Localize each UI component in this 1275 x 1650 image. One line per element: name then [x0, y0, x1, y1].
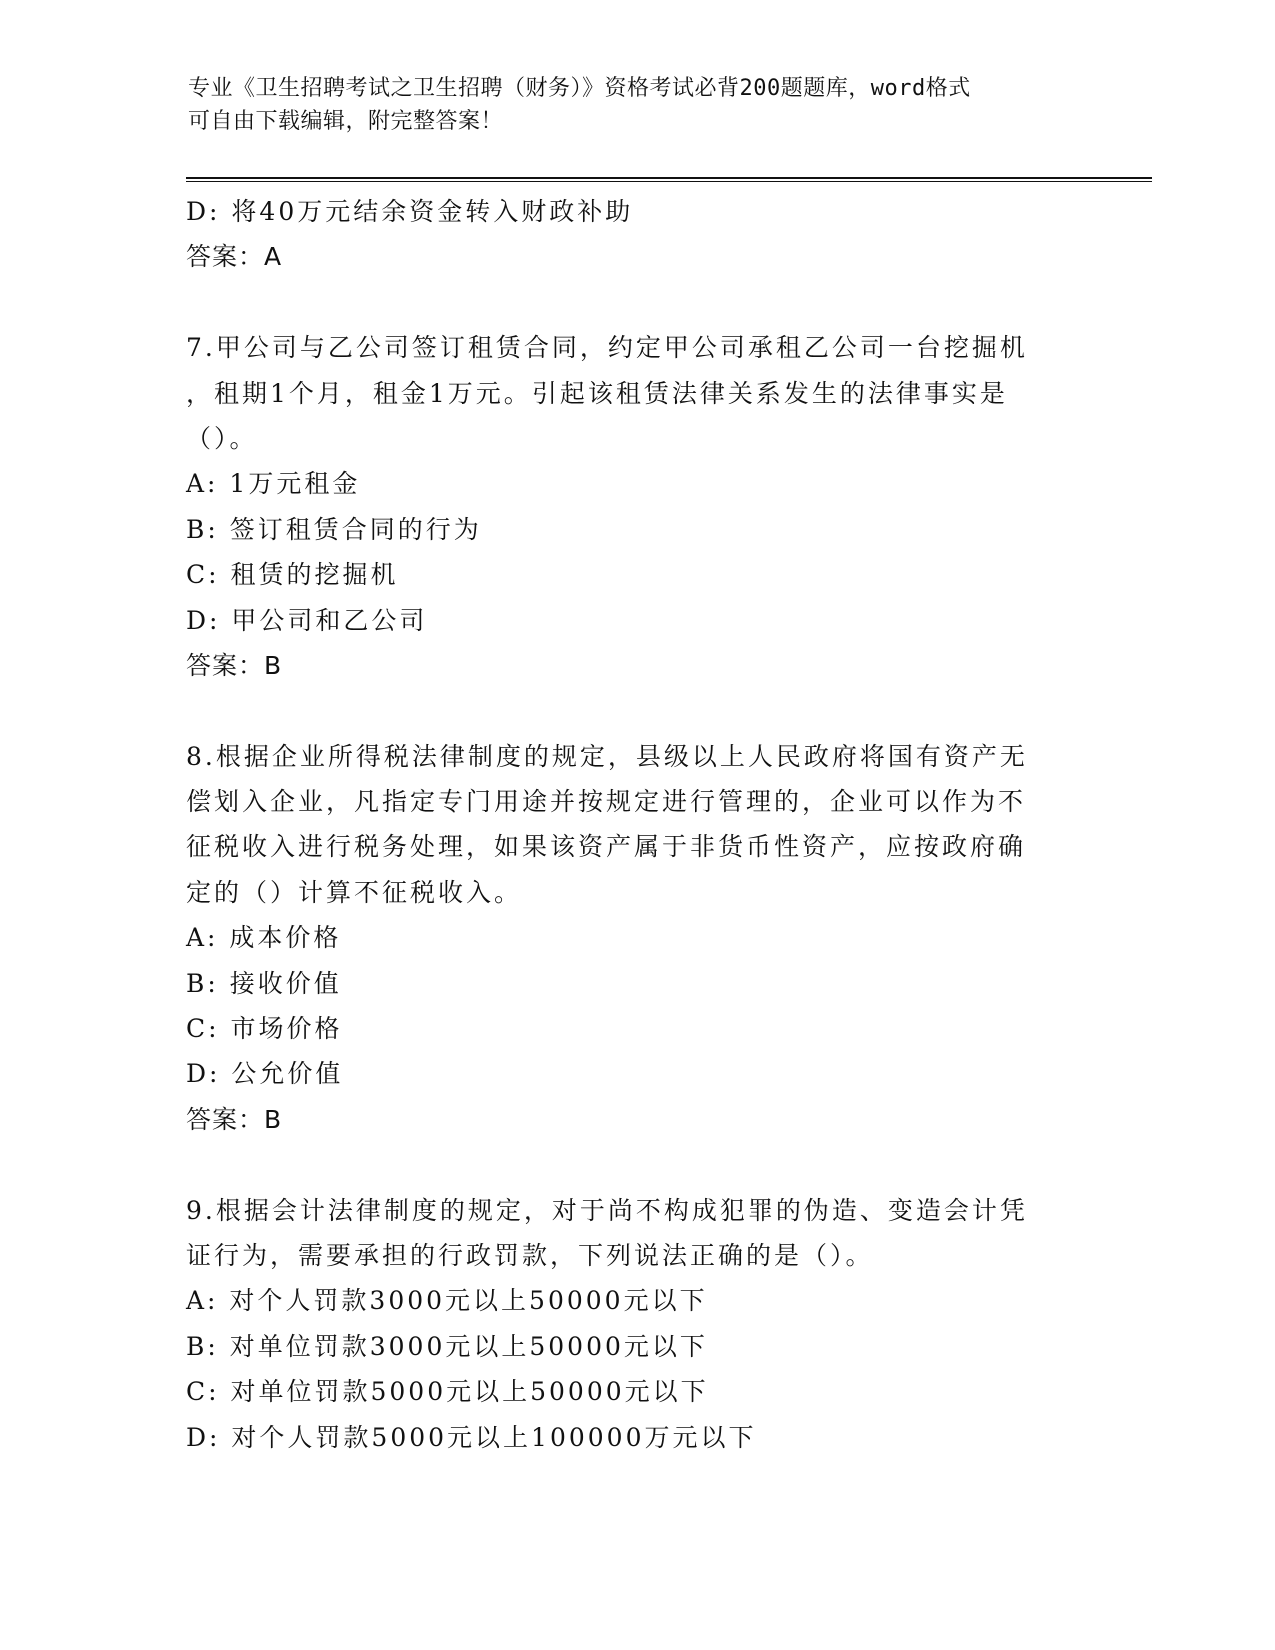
question-stem: 征税收入进行税务处理，如果该资产属于非货币性资产，应按政府确 — [186, 832, 1027, 862]
question-6 — [186, 189, 1066, 280]
option-b: B: 接收价值 — [186, 968, 342, 998]
option-a: A: 1万元租金 — [186, 469, 361, 499]
option-d: D: 甲公司和乙公司 — [186, 605, 428, 635]
question-stem: 9.根据会计法律制度的规定，对于尚不构成犯罪的伪造、变造会计凭 — [186, 1195, 1028, 1225]
question-stem: 定的（）计算不征税收入。 — [186, 877, 523, 907]
question-stem: 证行为，需要承担的行政罚款，下列说法正确的是（）。 — [186, 1240, 874, 1270]
question-7 — [186, 325, 1066, 688]
answer: 答案：B — [186, 650, 283, 680]
option-a: A: 成本价格 — [186, 923, 342, 953]
option-c: C: 市场价格 — [186, 1014, 343, 1044]
header-title-line2: 可自由下载编辑，附完整答案！ — [188, 109, 504, 134]
option-a: A: 对个人罚款3000元以上50000元以下 — [186, 1286, 708, 1316]
option-c: C: 租赁的挖掘机 — [186, 560, 399, 590]
option-b: B: 对单位罚款3000元以上50000元以下 — [186, 1331, 708, 1361]
question-stem: 7.甲公司与乙公司签订租赁合同，约定甲公司承租乙公司一台挖掘机 — [186, 333, 1028, 363]
option-d: D: 公允价值 — [186, 1059, 344, 1089]
answer: 答案：B — [186, 1104, 283, 1134]
question-list — [186, 189, 1066, 1460]
question-stem: 8.根据企业所得税法律制度的规定，县级以上人民政府将国有资产无 — [186, 741, 1028, 771]
question-9 — [186, 1188, 1066, 1460]
question-stem: （）。 — [186, 423, 258, 453]
question-stem: 偿划入企业，凡指定专门用途并按规定进行管理的，企业可以作为不 — [186, 787, 1027, 817]
document-header — [188, 72, 1068, 138]
header-title-line1: 专业《卫生招聘考试之卫生招聘（财务）》资格考试必背200题题库，word格式 — [188, 76, 971, 101]
header-divider — [186, 177, 1152, 182]
option-d: D: 对个人罚款5000元以上100000万元以下 — [186, 1422, 757, 1452]
option-d: D: 将40万元结余资金转入财政补助 — [186, 197, 634, 226]
question-8 — [186, 734, 1066, 1143]
question-stem: ，租期1个月，租金1万元。引起该租赁法律关系发生的法律事实是 — [186, 378, 1008, 408]
answer: 答案：A — [186, 242, 283, 272]
option-c: C: 对单位罚款5000元以上50000元以下 — [186, 1377, 709, 1407]
option-b: B: 签订租赁合同的行为 — [186, 514, 482, 544]
